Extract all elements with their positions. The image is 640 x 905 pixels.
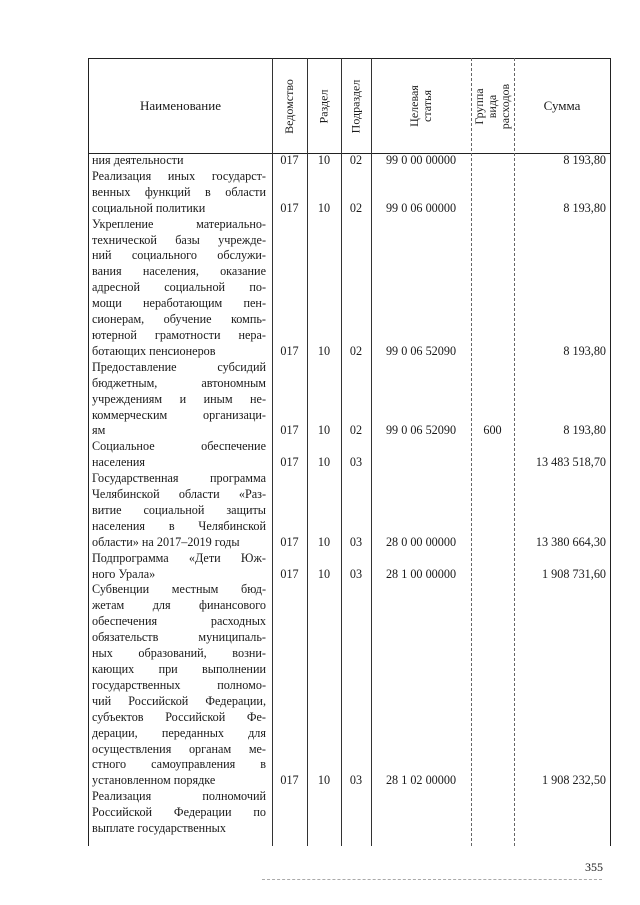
name-line: государственных полномо- [92, 677, 266, 692]
razdel-cell: 10 [317, 343, 331, 358]
name-line: ям [92, 423, 106, 438]
podrazdel-cell: 02 [349, 343, 363, 358]
name-line: ютерной грамотности нера- [92, 327, 266, 342]
name-line: Реализация полномочий [92, 789, 266, 804]
name-line: дерации, переданных для [92, 725, 266, 740]
vedomstvo-cell: 017 [280, 773, 299, 788]
table-row [89, 471, 610, 551]
gruppa-cell: 600 [483, 423, 502, 438]
name-line: Челябинской области «Раз- [92, 487, 266, 502]
row-name [89, 217, 266, 360]
table-row [89, 169, 610, 217]
vedomstvo-cell: 017 [280, 423, 299, 438]
name-line: учреждениям и иным не- [92, 391, 266, 406]
row-name [89, 153, 266, 169]
header-vedomstvo: Ведомство [282, 78, 297, 134]
podrazdel-cell: 02 [349, 200, 363, 215]
header-summa: Сумма [543, 98, 581, 113]
name-line: выплате государственных [92, 821, 226, 836]
celevaya-cell: 28 0 00 00000 [385, 534, 457, 549]
name-line: адресной социальной по- [92, 280, 266, 295]
name-line: Российской Федерации по [92, 805, 266, 820]
page-number: 355 [585, 860, 603, 874]
celevaya-cell: 99 0 00 00000 [385, 153, 457, 167]
row-name [89, 360, 266, 440]
header-name: Наименование [140, 98, 221, 113]
name-line: ботающих пенсионеров [92, 343, 216, 358]
vedomstvo-cell: 017 [280, 153, 299, 167]
name-line: стного самоуправления в [92, 757, 266, 772]
summa-cell: 8 193,80 [563, 153, 606, 167]
celevaya-cell: 99 0 06 00000 [385, 200, 457, 215]
name-line: ного Урала» [92, 566, 156, 581]
name-line: Государственная программа [92, 471, 266, 486]
name-line: населения в Челябинской [92, 518, 266, 533]
table-row [89, 789, 610, 837]
name-line: осуществления органам ме- [92, 741, 266, 756]
razdel-cell: 10 [317, 423, 331, 438]
name-line: субъектов Российской Фе- [92, 709, 266, 724]
table-row [89, 551, 610, 583]
name-line: Социальное обеспечение [92, 439, 266, 454]
celevaya-cell: 99 0 06 52090 [385, 343, 457, 358]
razdel-cell: 10 [317, 455, 331, 470]
podrazdel-cell: 03 [349, 534, 363, 549]
podrazdel-cell: 03 [349, 566, 363, 581]
name-line: технической базы учрежде- [92, 232, 266, 247]
name-line: области» на 2017–2019 годы [92, 534, 240, 549]
summa-cell: 13 380 664,30 [535, 534, 606, 549]
summa-cell: 13 483 518,70 [535, 455, 606, 470]
row-name [89, 169, 266, 217]
razdel-cell: 10 [317, 773, 331, 788]
table-row [89, 439, 610, 471]
table-row [89, 153, 610, 169]
name-line: обязательств муниципаль- [92, 630, 266, 645]
name-line: Укрепление материально- [92, 216, 266, 231]
summa-cell: 1 908 731,60 [542, 566, 606, 581]
name-line: коммерческим организаци- [92, 407, 266, 422]
table-header [89, 58, 610, 154]
name-line: ний социального обслужи- [92, 248, 266, 263]
vedomstvo-cell: 017 [280, 455, 299, 470]
razdel-cell: 10 [317, 566, 331, 581]
name-line: ных образований, возни- [92, 646, 266, 661]
podrazdel-cell: 02 [349, 423, 363, 438]
name-line: кающих при выполнении [92, 662, 266, 676]
name-line: Подпрограмма «Дети Юж- [92, 550, 266, 565]
name-line: Реализация иных государст- [92, 168, 266, 183]
name-line: витие социальной защиты [92, 502, 266, 517]
header-razdel: Раздел [316, 89, 331, 123]
name-line: ния деятельности [92, 153, 184, 167]
razdel-cell: 10 [317, 200, 331, 215]
vedomstvo-cell: 017 [280, 534, 299, 549]
header-celevaya: Целевая статья [407, 85, 434, 127]
name-line: обеспечения расходных [92, 614, 266, 629]
row-name [89, 439, 266, 471]
summa-cell: 8 193,80 [563, 200, 606, 215]
vedomstvo-cell: 017 [280, 200, 299, 215]
name-line: бюджетным, автономным [92, 375, 266, 390]
podrazdel-cell: 03 [349, 773, 363, 788]
name-line: Субвенции местным бюд- [92, 582, 266, 597]
name-line: венных функций в области [92, 184, 266, 199]
razdel-cell: 10 [317, 153, 331, 167]
header-podrazdel: Подраздел [348, 79, 363, 133]
summa-cell: 8 193,80 [563, 423, 606, 438]
podrazdel-cell: 03 [349, 455, 363, 470]
table-body [89, 153, 610, 837]
row-name [89, 789, 266, 837]
name-line: населения [92, 455, 146, 470]
summa-cell: 8 193,80 [563, 343, 606, 358]
celevaya-cell: 28 1 02 00000 [385, 773, 457, 788]
row-name [89, 471, 266, 551]
vedomstvo-cell: 017 [280, 343, 299, 358]
row-name [89, 582, 266, 789]
row-name [89, 551, 266, 583]
name-line: мощи неработающим пен- [92, 296, 266, 311]
name-line: установленном порядке [92, 773, 216, 788]
vedomstvo-cell: 017 [280, 566, 299, 581]
budget-table [88, 58, 611, 846]
celevaya-cell: 99 0 06 52090 [385, 423, 457, 438]
name-line: жетам для финансового [92, 598, 266, 613]
header-gruppa: Группа вида расходов [472, 83, 512, 129]
name-line: чий Российской Федерации, [92, 693, 266, 708]
table-row [89, 217, 610, 360]
name-line: сионерам, обучение компь- [92, 312, 266, 327]
razdel-cell: 10 [317, 534, 331, 549]
name-line: вания населения, оказание [92, 264, 266, 279]
name-line: социальной политики [92, 200, 206, 215]
celevaya-cell: 28 1 00 00000 [385, 566, 457, 581]
podrazdel-cell: 02 [349, 153, 363, 167]
table-row [89, 360, 610, 440]
name-line: Предоставление субсидий [92, 359, 266, 374]
footer-line [262, 879, 602, 880]
summa-cell: 1 908 232,50 [542, 773, 606, 788]
table-row [89, 582, 610, 789]
